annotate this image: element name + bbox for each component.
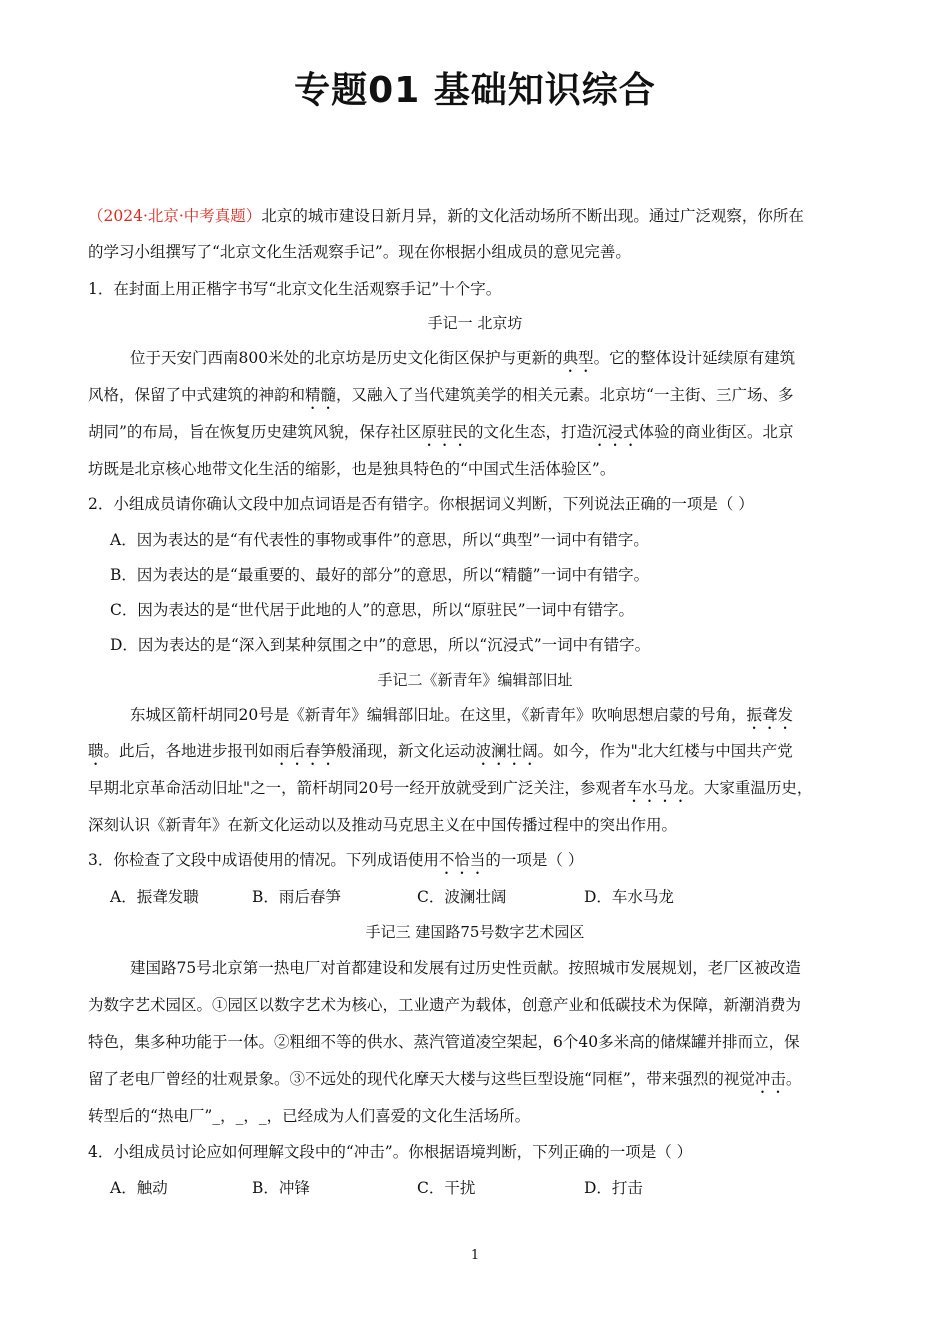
question-4-options xyxy=(0,1178,950,1200)
dotted-word: 车水马龙 xyxy=(626,779,689,797)
note3-heading: 手记三 建国路75号数字艺术园区 xyxy=(365,923,585,941)
note1-line-3: 胡同”的布局，旨在恢复历史建筑风貌，保存社区原驻民的文化生态，打造沉浸式体验的商业街区。北京 xyxy=(88,423,794,441)
dotted-word: 雨后春笋 xyxy=(274,742,337,760)
note3-line-1: 建国路75号北京第一热电厂对首都建设和发展有过历史性贡献。按照城市发展规划，老厂区被改造 xyxy=(130,959,801,977)
question-4-option-b: B．冲锋 xyxy=(252,1179,310,1197)
question-4-option-c: C．干扰 xyxy=(417,1179,476,1197)
intro-line-1: （2024·北京·中考真题）北京的城市建设日新月异，新的文化活动场所不断出现。通过广泛观察，你所在 xyxy=(88,207,804,225)
question-4-stem: 4．小组成员讨论应如何理解文段中的“冲击”。你根据语境判断，下列正确的一项是（ ） xyxy=(88,1143,693,1161)
dotted-word: 原驻民 xyxy=(421,423,468,441)
question-4-option-d: D．打击 xyxy=(584,1179,643,1197)
dotted-word: 振聋发 xyxy=(746,706,793,724)
note3-line-2: 为数字艺术园区。①园区以数字艺术为核心，工业遗产为载体，创意产业和低碳技术为保障，新潮消费为 xyxy=(88,996,802,1014)
note2-line-2: 聩。此后，各地进步报刊如雨后春笋般涌现，新文化运动波澜壮阔。如今，作为"北大红楼与中国共产党 xyxy=(88,742,793,760)
question-1: 1．在封面上用正楷字书写“北京文化生活观察手记”十个字。 xyxy=(88,280,502,298)
question-3-options xyxy=(0,887,950,909)
note2-line-3: 早期北京革命活动旧址"之一，箭杆胡同20号一经开放就受到广泛关注，参观者车水马龙。大家重温历史， xyxy=(88,779,813,797)
dotted-word: 聩 xyxy=(88,742,104,760)
question-3-stem: 3．你检查了文段中成语使用的情况。下列成语使用不恰当的一项是（ ） xyxy=(88,851,584,869)
page-title: 专题01 基础知识综合 xyxy=(294,70,656,111)
dotted-word: 冲击 xyxy=(754,1070,786,1088)
question-2-option-c: C．因为表达的是“世代居于此地的人”的意思，所以“原驻民”一词中有错字。 xyxy=(110,601,635,619)
note2-line-1: 东城区箭杆胡同20号是《新青年》编辑部旧址。在这里，《新青年》吹响思想启蒙的号角，振聋发 xyxy=(130,706,793,724)
question-3-option-b: B．雨后春笋 xyxy=(252,888,341,906)
intro-line-2: 的学习小组撰写了“北京文化生活观察手记”。现在你根据小组成员的意见完善。 xyxy=(88,243,631,261)
note2-line-4: 深刻认识《新青年》在新文化运动以及推动马克思主义在中国传播过程中的突出作用。 xyxy=(88,816,678,834)
question-2-option-a: A．因为表达的是“有代表性的事物或事件”的意思，所以“典型”一词中有错字。 xyxy=(110,531,649,549)
question-2-option-b: B．因为表达的是“最重要的、最好的部分”的意思，所以“精髓”一词中有错字。 xyxy=(110,566,650,584)
source-tag: （2024·北京·中考真题） xyxy=(88,207,262,225)
page-number: 1 xyxy=(470,1248,480,1263)
question-2-option-d: D．因为表达的是“深入到某种氛围之中”的意思，所以“沉浸式”一词中有错字。 xyxy=(110,636,651,654)
dotted-word: 精髓 xyxy=(305,386,337,404)
note3-line-3: 特色，集多种功能于一体。②粗细不等的供水、蒸汽管道凌空架起，6个40多米高的储煤罐并排而立，保 xyxy=(88,1033,800,1051)
dotted-word: 沉浸式 xyxy=(591,423,639,441)
question-3-option-c: C．波澜壮阔 xyxy=(417,888,507,906)
dotted-word: 典型 xyxy=(562,349,594,367)
note1-line-2: 风格，保留了中式建筑的神韵和精髓，又融入了当代建筑美学的相关元素。北京坊“一主街、三广场、多 xyxy=(88,386,794,404)
note1-line-4: 坊既是北京核心地带文化生活的缩影，也是独具特色的“中国式生活体验区”。 xyxy=(88,460,616,478)
note1-line-1: 位于天安门西南800米处的北京坊是历史文化街区保护与更新的典型。它的整体设计延续原有建筑 xyxy=(130,349,796,367)
dotted-word: 不恰当 xyxy=(438,851,486,869)
question-3-option-a: A．振聋发聩 xyxy=(110,888,199,906)
dotted-word: 波澜壮阔 xyxy=(475,742,538,760)
question-4-option-a: A．触动 xyxy=(110,1179,168,1197)
question-3-option-d: D．车水马龙 xyxy=(584,888,674,906)
question-2-stem: 2．小组成员请你确认文段中加点词语是否有错字。你根据词义判断，下列说法正确的一项是（ ） xyxy=(88,495,754,513)
note2-heading: 手记二《新青年》编辑部旧址 xyxy=(377,671,573,689)
note1-heading: 手记一 北京坊 xyxy=(427,314,523,332)
note3-line-5: 转型后的“热电厂”_，_，_，已经成为人们喜爱的文化生活场所。 xyxy=(88,1107,531,1125)
note3-line-4: 留了老电厂曾经的壮观景象。③不远处的现代化摩天大楼与这些巨型设施“同框”，带来强烈的视觉冲击。 xyxy=(88,1070,802,1088)
